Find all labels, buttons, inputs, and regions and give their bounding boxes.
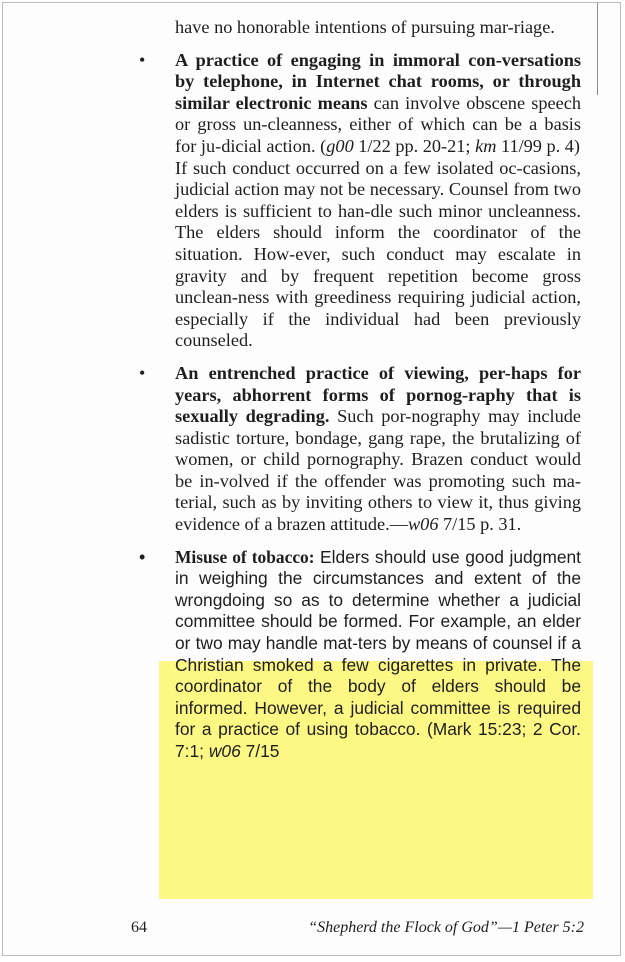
item-1-ref1: g00 [326, 135, 354, 156]
item-2-heading: An entrenched practice of viewing, per-haps for years, abhorrent forms of pornog-raphy that is sexually degrading. [175, 362, 581, 427]
item-2-text: Such por-nography may include sadistic torture, bondage, gang rape, the brutalizing of women, or child pornography. Brazen conduct would be in-volved if the offender was promoting such ma-terial, such as by inviting others to view it, thus giving evidence of a brazen attitude.— [175, 406, 582, 535]
item-3-ref: w06 [208, 741, 241, 761]
item-1-text-2: If such conduct occurred on a few isolated oc-casions, judicial action may not be necessary. Counsel from two elders is sufficient to han-dle such minor uncleanness. The elders should inform the coordinator of the situation. How-ever, such conduct may escalate in gravity and by frequent repetition become gross unclean-ness with greediness requiring judicial action, especially if the individual had been previously counseled. [175, 157, 581, 351]
item-3-heading: Misuse of tobacco: [175, 546, 315, 567]
item-2-ref-rest: 7/15 p. 31. [438, 514, 522, 535]
running-footer-title: “Shepherd the Flock of God”—1 Peter 5:2 [308, 919, 584, 936]
item-1-text: can involve obscene speech or gross un-cleanness, either of which can be a basis for ju-dicial action. ( [175, 92, 581, 156]
item-1-heading: A practice of engaging in immoral con-versations by telephone, in Internet chat rooms, or through similar electronic means [175, 49, 581, 113]
body-text [139, 17, 582, 763]
page-number: 64 [131, 919, 147, 936]
bullet-item-1 [139, 49, 581, 352]
continuation-paragraph: have no honorable intentions of pursuing mar-riage. [175, 17, 555, 37]
item-1-ref1-rest: 1/22 pp. 20-21; [353, 135, 476, 156]
bullet-icon: • [139, 49, 146, 70]
bullet-item-3 [139, 546, 581, 763]
bullet-icon: • [139, 546, 146, 567]
item-3-ref-rest: 7/15 [240, 741, 280, 761]
item-1-ref2-rest: 11/99 p. 4) [496, 135, 581, 156]
scan-edge-line [597, 3, 598, 95]
item-1-ref2: km [475, 135, 497, 156]
item-3-text: Elders should use good judgment in weighing the circumstances and extent of the wrongdoing so as to determine whether a judicial committee should be formed. For example, an elder or two may handle mat-ters by means of counsel if a Christian smoked a few cigarettes in private. The coordinator of the body of elders should be informed. However, a judicial committee is required for a practice of using tobacco. (Mark 15:23; 2 Cor. 7:1; [175, 546, 581, 761]
bullet-item-2 [139, 362, 582, 536]
bullet-icon: • [139, 362, 146, 383]
document-page [2, 2, 621, 956]
item-2-ref: w06 [407, 514, 439, 535]
